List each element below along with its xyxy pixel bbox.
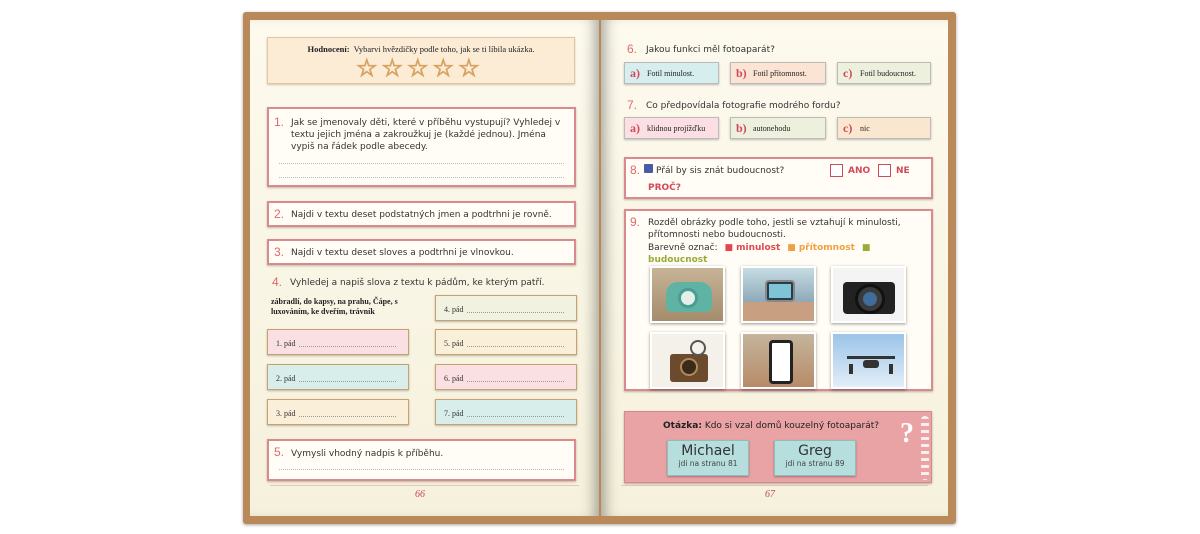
case-label: 4. pád <box>444 305 464 314</box>
question-2-box <box>267 201 576 227</box>
left-page <box>250 20 599 516</box>
choice-name: Greg <box>798 443 832 459</box>
option-label: klidnou projížďku <box>647 124 706 133</box>
case-label: 6. pád <box>444 374 464 383</box>
legend-past: minulost <box>736 243 781 253</box>
quiz-box <box>624 411 932 483</box>
footer-rule <box>621 485 928 486</box>
question-number: 2. <box>274 207 285 221</box>
question-5-box <box>267 439 576 481</box>
footer-rule <box>270 485 579 486</box>
question-text: Vyhledej a napiš slova z textu k pádům, ke kterým patří. <box>290 278 545 288</box>
quiz-label: Otázka: <box>663 421 702 431</box>
star-icon[interactable]: ☆ <box>381 54 404 82</box>
question-number: 6. <box>627 42 638 56</box>
quiz-text: Kdo si vzal domů kouzelný fotoaparát? <box>704 421 880 431</box>
question-3-box <box>267 239 576 265</box>
question-number: 9. <box>630 215 641 229</box>
choice-greg[interactable] <box>774 440 856 476</box>
option-label: Fotil minulost. <box>647 69 695 78</box>
star-icon[interactable]: ☆ <box>407 54 429 82</box>
question-text: Najdi v textu deset podstatných jmen a podtrhni je rovně. <box>291 210 552 220</box>
question-text: Rozděl obrázky podle toho, jestli se vztahují k minulosti, přítomnosti nebo budoucnosti. <box>648 218 901 240</box>
question-text: Přál by sis znát budoucnost? <box>656 166 785 176</box>
question-text: Jakou funkci měl fotoaparát? <box>646 45 775 55</box>
legend-future: budoucnost <box>648 255 708 265</box>
case-field-5[interactable] <box>435 329 577 355</box>
option-label: Fotil budoucnost. <box>860 69 917 78</box>
option-letter: c) <box>843 121 853 135</box>
choice-goto: jdi na stranu 89 <box>785 459 845 468</box>
answer-line[interactable] <box>279 177 564 178</box>
case-label: 3. pád <box>276 409 296 418</box>
smartphone-photo[interactable] <box>741 332 816 389</box>
question-text: Vymysli vhodný nadpis k příběhu. <box>291 449 444 459</box>
option-letter: a) <box>630 121 640 135</box>
q7-option-b[interactable] <box>730 117 826 139</box>
question-number: 3. <box>274 245 285 259</box>
question-8-box <box>624 157 933 199</box>
q6-option-b[interactable] <box>730 62 826 84</box>
case-field-7[interactable] <box>435 399 577 425</box>
answer-line[interactable] <box>279 163 564 164</box>
rating-text: Vybarvi hvězdičky podle toho, jak se ti líbila ukázka. <box>353 44 535 54</box>
rating-label: Hodnocení: <box>307 44 350 54</box>
no-checkbox[interactable] <box>878 164 891 177</box>
choice-michael[interactable] <box>667 440 749 476</box>
q6-option-a[interactable] <box>624 62 719 84</box>
option-letter: c) <box>843 66 853 80</box>
case-field-3[interactable] <box>267 399 409 425</box>
color-legend: Barevně označ: ■ minulost ■ přítomnost ■ budoucnost <box>648 243 871 265</box>
color-prompt: Barevně označ: <box>648 243 718 253</box>
case-label: 5. pád <box>444 339 464 348</box>
question-number: 7. <box>627 98 638 112</box>
case-label: 2. pád <box>276 374 296 383</box>
word-list: zábradlí, do kapsy, na prahu, Čápe, s luxováním, ke dveřím, trávník <box>271 297 398 316</box>
rotary-phone-photo[interactable] <box>650 266 725 323</box>
right-page <box>601 20 948 516</box>
answer-line[interactable] <box>279 469 564 470</box>
rating-box <box>267 37 575 84</box>
option-label: Fotil přítomnost. <box>753 69 807 78</box>
option-label: autonehodu <box>753 124 791 133</box>
quiz-question <box>663 421 879 431</box>
why-label: PROČ? <box>648 183 682 193</box>
question-text: Najdi v textu deset sloves a podtrhni je vlnovkou. <box>291 248 514 258</box>
legend-present: přítomnost <box>798 243 855 253</box>
smartwatch-photo[interactable] <box>741 266 816 323</box>
star-rating[interactable] <box>356 56 480 80</box>
open-book <box>243 12 956 524</box>
question-number: 4. <box>272 275 283 289</box>
question-mark-icon: ? <box>900 418 914 449</box>
option-label: nic <box>860 124 870 133</box>
option-letter: b) <box>736 121 747 135</box>
q6-option-c[interactable] <box>837 62 931 84</box>
case-field-2[interactable] <box>267 364 409 390</box>
rating-instruction <box>268 44 574 54</box>
camera-photo[interactable] <box>831 266 906 323</box>
star-icon[interactable]: ☆ <box>432 54 455 82</box>
option-letter: b) <box>736 66 747 80</box>
question-1-box <box>267 107 576 187</box>
choice-name: Michael <box>681 443 735 459</box>
question-number: 1. <box>274 115 285 129</box>
case-label: 1. pád <box>276 339 296 348</box>
spiral-rings <box>921 416 929 480</box>
page-number: 66 <box>415 489 425 500</box>
case-field-1[interactable] <box>267 329 409 355</box>
question-number: 8. <box>630 163 641 177</box>
pencil-icon <box>644 164 653 173</box>
q7-option-a[interactable] <box>624 117 719 139</box>
yes-checkbox[interactable] <box>830 164 843 177</box>
no-label: NE <box>896 166 910 176</box>
question-number: 5. <box>274 445 285 459</box>
star-icon[interactable]: ☆ <box>356 54 378 82</box>
star-icon[interactable]: ☆ <box>458 54 480 82</box>
question-text: Jak se jmenovaly děti, které v příběhu vystupují? Vyhledej v textu jejich jména a zakroužkuj je (každé jednou). Jména vypiš na řádek podle abecedy. <box>291 118 561 152</box>
case-field-4[interactable] <box>435 295 577 321</box>
option-letter: a) <box>630 66 640 80</box>
question-text: Co předpovídala fotografie modrého fordu? <box>646 101 841 111</box>
case-field-6[interactable] <box>435 364 577 390</box>
case-label: 7. pád <box>444 409 464 418</box>
yes-label: ANO <box>848 166 871 176</box>
page-number: 67 <box>765 489 775 500</box>
q7-option-c[interactable] <box>837 117 931 139</box>
old-camera-photo[interactable] <box>650 332 725 389</box>
question-9-box <box>624 209 933 391</box>
drone-photo[interactable] <box>831 332 906 389</box>
choice-goto: jdi na stranu 81 <box>678 459 738 468</box>
